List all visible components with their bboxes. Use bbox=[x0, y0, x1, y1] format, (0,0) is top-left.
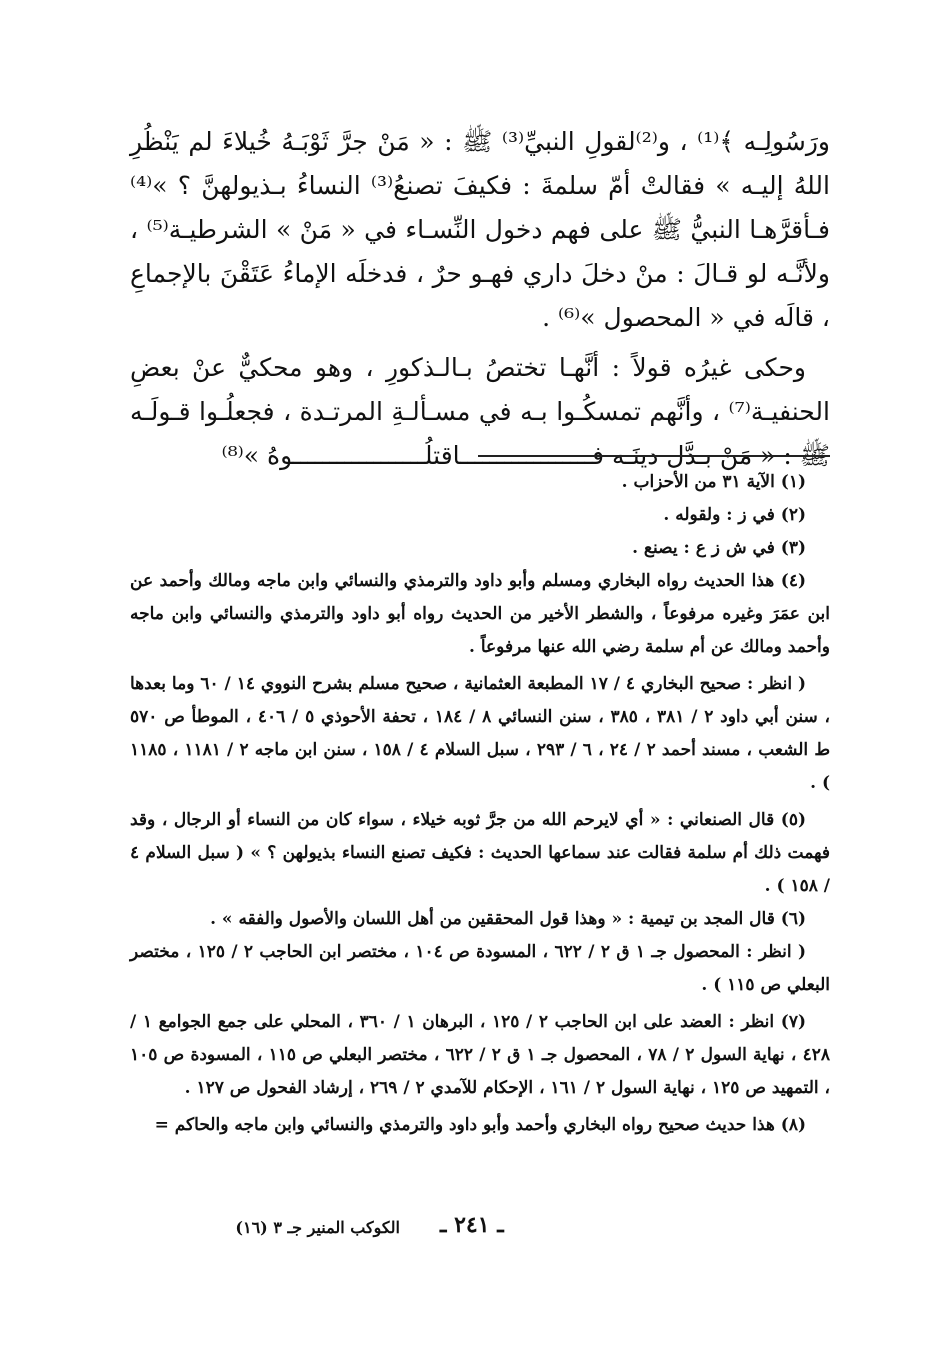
footnote-4-references: ( انظر : صحيح البخاري ٤ / ١٧ المطبعة العثمانية ، صحيح مسلم بشرح النووي ١٤ / ٦٠ وما بعدها ، سنن أبي داود ٢ / ٣٨١ ، ٣٨٥ ، سنن النسائي ٨ / ١٨٤ ، تحفة الأحوذي ٥ / ٤٠٦ ، الموطأ ص ٥٧٠ ط الشعب ، مسند أحمد ٢ / ٢٤ ، ٦ / ٢٩٣ ، سبل السلام ٤ / ١٥٨ ، سنن ابن ماجه ٢ / ١١٨١ ، ١١٨٥ ) . bbox=[130, 674, 831, 793]
main-text bbox=[130, 120, 830, 478]
footnotes bbox=[130, 466, 830, 1142]
page-footer bbox=[130, 1212, 830, 1248]
footnote-3: (٣) في ش ز ع : يصنع . bbox=[632, 538, 806, 558]
footnote-4: (٤) هذا الحديث رواه البخاري ومسلم وأبو داود والترمذي والنسائي وابن ماجه ومالك وأحمد عن ابن عمَرَ وغيره مرفوعاً ، والشطر الأخير من الحديث رواه أبو داود والترمذي والنسائي وابن ماجه وأحمد ومالك عن أم سلمة رضي الله عنها مرفوعاً . bbox=[130, 571, 830, 657]
footnote-6: (٦) قال المجد بن تيمية : « وهذا قول المحققين من أهل اللسان والأصول والفقه » . bbox=[210, 909, 806, 929]
footnote-2: (٢) في ز : ولقوله . bbox=[663, 505, 806, 525]
page-number: ـ ٢٤١ ـ bbox=[440, 1212, 504, 1238]
running-title: الكوكب المنير جـ ٣ (١٦) bbox=[235, 1218, 400, 1237]
footnote-8: (٨) هذا حديث صحيح رواه البخاري وأحمد وأبو داود والترمذي والنسائي وابن ماجه والحاكم = bbox=[154, 1115, 806, 1135]
footnote-6-references: ( انظر : المحصول جـ ١ ق ٢ / ٦٢٢ ، المسودة ص ١٠٤ ، مختصر ابن الحاجب ٢ / ١٢٥ ، مختصر البعلي ص ١١٥ ) . bbox=[130, 942, 830, 995]
body-paragraph-2: وحكى غيرُه قولاً : أنَّهـا تختصُ بـالـذكورِ ، وهو محكيٌّ عنْ بعضِ الحنفيـة⁽⁷⁾ ، وأنَّهم تمسكُـوا بـه في مسـألـةِ المرتـدة ، فجعلُـوا قـولَـه ﷺ : « مَنْ بـدَّل دينَـه فــــــــــــــــــاقتلُــــــــــــــــــوهُ »⁽⁸⁾ bbox=[130, 353, 830, 470]
footnote-1: (١) الآية ٣١ من الأحزاب . bbox=[621, 472, 806, 492]
footnote-7: (٧) انظر : العضد على ابن الحاجب ٢ / ١٢٥ ، البرهان ١ / ٣٦٠ ، المحلي على جمع الجوامع ١ / ٤٢٨ ، نهاية السول ٢ / ٧٨ ، المحصول جـ ١ ق ٢ / ٦٢٢ ، مختصر البعلي ص ١١٥ ، المسودة ص ١٠٥ ، التمهيد ص ١٢٥ ، نهاية السول ٢ / ١٦١ ، الإحكام للآمدي ٢ / ٢٦٩ ، إرشاد الفحول ص ١٢٧ . bbox=[130, 1012, 831, 1098]
footnote-separator bbox=[478, 455, 830, 457]
body-paragraph-1: ورَسُولِـه ﴾⁽¹⁾ ، و⁽²⁾لقولِ النبيِّ⁽³⁾ ﷺ : « مَنْ جرَّ ثَوْبَـهُ خُيلاءَ لم يَنْظُرِ اللهُ إليـه » فقالتْ أمّ سلمةَ : فكيفَ تصنعُ⁽³⁾ النساءُ بـذيولهنَّ ؟ »⁽⁴⁾ فـأقرَّهـا النبيُّ ﷺ على فهم دخول النِّسـاء في « مَنْ » الشرطيـة⁽⁵⁾ ، ولأنَّـه لو قـالَ : منْ دخلَ داري فهـو حرٌ ، فدخلَه الإماءُ عَتَقْنَ بالإجماعِ ، قالَه في « المحصول »⁽⁶⁾ . bbox=[130, 127, 830, 332]
footnote-5: (٥) قال الصنعاني : « أي لايرحم الله من جرَّ ثوبه خيلاء ، سواء كان من النساء أو الرجال ، وقد فهمت ذلك أم سلمة فقالت عند سماعها الحديث : فكيف تصنع النساء بذيولهن ؟ » ( سبل السلام ٤ / ١٥٨ ) . bbox=[130, 810, 830, 896]
